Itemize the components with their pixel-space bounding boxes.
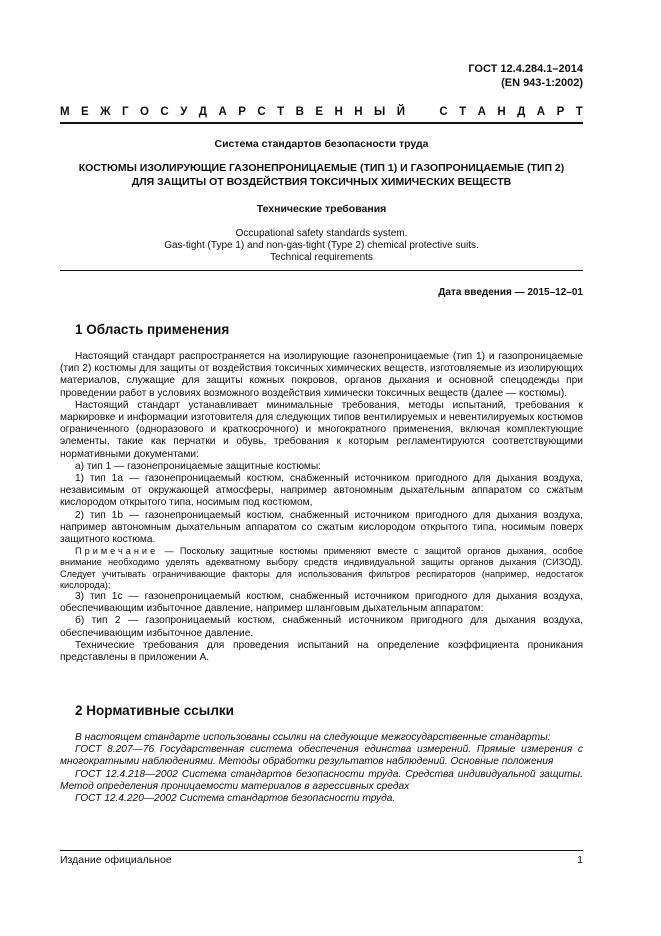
gost-number: ГОСТ 12.4.284.1–2014 [468,63,583,75]
section-2-heading: 2 Нормативные ссылки [75,703,234,718]
banner-letter: М [60,106,70,118]
title-divider [60,270,583,271]
list-item-type-1a: 1) тип 1а — газонепроницаемый костюм, снабженный источником пригодного для дыхания воздуха, независимым от окружающей атмосферы, например автономным дыхательным аппаратом со сжатым кислородом открытого типа, носимым под костюмом, [60,473,583,509]
document-number [468,62,583,90]
list-item-type-1c: 3) тип 1с — газонепроницаемый костюм, снабженный источником пригодного для дыхания воздуха, обеспечивающим избыточное давление, например шланговым дыхательным аппаратом: [60,591,583,615]
section-1-paragraph-2: Настоящий стандарт устанавливает минимальные требования, методы испытаний, требования к маркировке и информации изготовителя для следующих типов вентилируемых и невентилируемых костюмов ограниченного (одноразового и краткосрочного) и многократного применения, включая комплектующие элементы, такие как перчатки и обувь, требования к которым регламентируются соответствующими нормативными документами: [60,399,583,460]
banner-letter: А [218,106,227,118]
note [60,546,583,591]
banner-letter: А [477,106,486,118]
banner-letter: Д [198,106,207,118]
banner-letter: О [140,106,149,118]
banner-letter: Р [556,106,565,118]
banner-letter: Ы [374,106,386,118]
section-1-paragraph-3: Технические требования для проведения испытаний на определение коэффициента проникания представлены в приложении А. [60,639,583,664]
edition-label: Издание официальное [60,854,172,866]
banner-letter: С [160,106,169,118]
english-title-line-2: Gas-tight (Type 1) and non-gas-tight (Type 2) chemical protective suits. [164,240,479,251]
section-2-body [60,732,583,805]
banner-letter: Й [396,106,405,118]
list-item-type-1b: 2) тип 1b — газонепроницаемый костюм, снабженный источником пригодного для дыхания воздуха, например автономным дыхательным аппаратом со сжатым кислородом открытого типа, носимым поверх защитного костюма. [60,509,583,546]
page-number: 1 [577,854,583,866]
section-1-paragraph-1: Настоящий стандарт распространяется на изолирующие газонепроницаемые (тип 1) и газопроницаемые (тип 2) костюмы для защиты от воздействия токсичных химических веществ, изготовляемые из изолирующих материалов, служащие для защиты кожных покровов, органов дыхания и основной спецодежды при проведении работ в условиях возможного воздействия химически токсичных веществ (далее — костюмы). [60,351,583,399]
section-2-paragraph-1: В настоящем стандарте использованы ссылки на следующие межгосударственные стандарты: [75,732,551,743]
series-title: Система стандартов безопасности труда [214,138,429,150]
reference-gost-8-207: ГОСТ 8.207—76 Государственная система обеспечения единства измерений. Прямые измерения с многократными наблюдениями. Методы обработки результатов наблюдений. Основные положения [60,744,583,768]
footer-divider [60,850,583,851]
note-label: Примечание [75,546,159,557]
note-text: — Поскольку защитные костюмы применяют вместе с защитой органов дыхания, особое внимание необходимо уделять адекватному выбору средств индивидуальной защиты органов дыхания (СИЗОД). Следует учитывать ограничивающие факторы для использования фильтров респираторов (например, недостаток кислорода); [60,546,583,590]
reference-gost-12-4-220: ГОСТ 12.4.220—2002 Система стандартов безопасности труда. [75,793,396,805]
english-title-line-1: Occupational safety standards system. [235,228,408,239]
list-item-type-1: а) тип 1 — газонепроницаемые защитные костюмы: [75,460,322,472]
subtitle: Технические требования [256,203,387,215]
banner-letter: В [295,106,304,118]
banner-letter: Р [238,106,246,118]
banner-letter: А [536,106,546,118]
banner-letter: Т [459,106,467,118]
main-title [60,161,583,189]
english-title-line-3: Technical requirements [270,252,373,263]
interstate-standard-banner [60,106,583,118]
reference-gost-12-4-218: ГОСТ 12.4.218—2002 Система стандартов безопасности труда. Средства индивидуальной защиты. Метод определения проницаемости материалов в агрессивных средах [60,768,583,792]
banner-letter: С [439,106,448,118]
section-1-heading: 1 Область применения [75,322,230,337]
banner-letter: С [257,106,266,118]
introduction-date: Дата введения — 2015–12–01 [438,287,583,298]
banner-letter: Т [277,106,285,118]
en-number: (EN 943-1:2002) [501,77,583,89]
list-item-type-2: б) тип 2 — газопроницаемый костюм, снабженный источником пригодного для дыхания воздуха, обеспечивающим избыточное давление. [60,615,583,639]
banner-letter: У [180,106,188,118]
banner-letter: Е [315,106,324,118]
banner-letter: Ж [100,106,111,118]
english-title [60,228,583,264]
banner-letter: Н [497,106,506,118]
banner-letter: Т [575,106,583,118]
main-title-line-1: КОСТЮМЫ ИЗОЛИРУЮЩИЕ ГАЗОНЕПРОНИЦАЕМЫЕ (ТИП 1) И ГАЗОПРОНИЦАЕМЫЕ (ТИП 2) [78,162,565,174]
section-1-body [60,351,583,664]
banner-letter: Е [81,106,89,118]
header-divider [60,122,583,124]
banner-letter: Н [334,106,343,118]
banner-letter: Г [122,106,129,118]
banner-letter: Н [354,106,363,118]
banner-letter: Д [517,106,526,118]
main-title-line-2: ДЛЯ ЗАЩИТЫ ОТ ВОЗДЕЙСТВИЯ ТОКСИЧНЫХ ХИМИЧЕСКИХ ВЕЩЕСТВ [131,176,512,188]
